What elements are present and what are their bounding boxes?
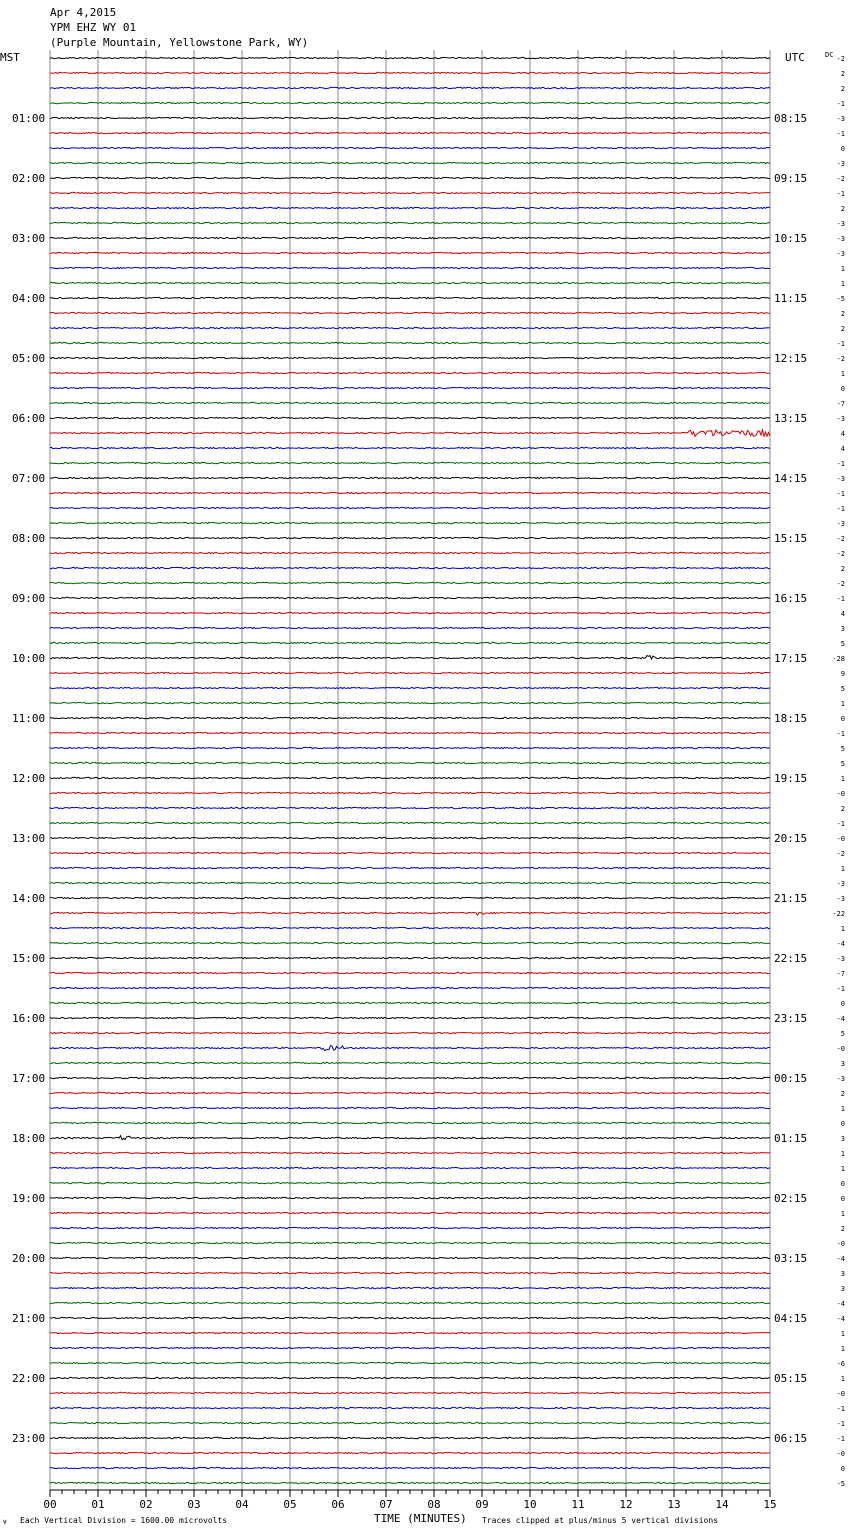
- trace-line: [50, 1167, 770, 1168]
- dc-offset-value: 5: [840, 1030, 845, 1038]
- trace-line: [50, 672, 770, 673]
- dc-offset-value: -1: [836, 1435, 845, 1443]
- utc-hour-label: 19:15: [774, 772, 808, 785]
- utc-hour-label: 21:15: [774, 892, 808, 905]
- dc-offset-value: 1: [840, 1210, 845, 1218]
- dc-offset-value: 0: [840, 385, 845, 393]
- trace-line: [50, 372, 770, 373]
- dc-offset-value: -1: [836, 340, 845, 348]
- x-tick-label: 03: [187, 1498, 201, 1511]
- trace-line: [50, 387, 770, 388]
- dc-offset-value: 2: [840, 205, 845, 213]
- dc-offset-value: -2: [836, 550, 845, 558]
- trace-line: [50, 552, 770, 553]
- mst-hour-label: 02:00: [12, 172, 46, 185]
- trace-line: [50, 612, 770, 613]
- trace-line: [50, 897, 770, 898]
- dc-offset-value: -0: [836, 1045, 845, 1053]
- dc-offset-value: -1: [836, 1405, 845, 1413]
- trace-line: [50, 1482, 770, 1483]
- trace-line: [50, 942, 770, 943]
- utc-hour-label: 22:15: [774, 952, 808, 965]
- trace-line: [50, 492, 770, 493]
- trace-line: [50, 1257, 770, 1258]
- right-timezone-label: UTC: [785, 51, 805, 64]
- dc-offset-value: -2: [836, 175, 845, 183]
- mst-hour-labels: [12, 112, 45, 1445]
- mst-hour-label: 16:00: [12, 1012, 46, 1025]
- trace-line: [50, 1287, 770, 1288]
- trace-line: [50, 597, 770, 598]
- dc-offset-value: 1: [840, 1150, 845, 1158]
- x-tick-label: 05: [283, 1498, 297, 1511]
- trace-line: [50, 537, 770, 538]
- trace-line: [50, 1197, 770, 1198]
- dc-offset-value: 3: [840, 625, 845, 633]
- trace-line: [50, 417, 770, 418]
- utc-hour-label: 16:15: [774, 592, 808, 605]
- trace-line: [50, 1422, 770, 1423]
- header-location: (Purple Mountain, Yellowstone Park, WY): [50, 36, 309, 49]
- dc-offset-value: -0: [836, 1240, 845, 1248]
- x-axis-label: TIME (MINUTES): [374, 1512, 467, 1525]
- trace-line: [50, 237, 770, 238]
- trace-line: [50, 1032, 770, 1033]
- dc-offset-value: -0: [836, 835, 845, 843]
- utc-hour-label: 06:15: [774, 1432, 808, 1445]
- trace-line: [50, 1046, 770, 1051]
- trace-line: [50, 447, 770, 448]
- clip-note: Traces clipped at plus/minus 5 vertical divisions: [482, 1516, 719, 1525]
- trace-line: [50, 867, 770, 868]
- trace-line: [50, 177, 770, 178]
- x-tick-label: 00: [43, 1498, 57, 1511]
- dc-offset-value: 1: [840, 925, 845, 933]
- trace-line: [50, 402, 770, 403]
- mst-hour-label: 01:00: [12, 112, 46, 125]
- mst-hour-label: 11:00: [12, 712, 46, 725]
- trace-line: [50, 807, 770, 808]
- trace-line: [50, 837, 770, 838]
- dc-offset-value: 5: [840, 760, 845, 768]
- dc-offset-value: -4: [836, 1015, 845, 1023]
- x-tick-label: 06: [331, 1498, 345, 1511]
- trace-line: [50, 927, 770, 928]
- mst-hour-label: 07:00: [12, 472, 46, 485]
- trace-line: [50, 957, 770, 958]
- utc-hour-label: 20:15: [774, 832, 808, 845]
- dc-offset-value: 2: [840, 85, 845, 93]
- trace-line: [50, 327, 770, 328]
- corner-mark: ∀: [3, 1519, 7, 1526]
- mst-hour-label: 18:00: [12, 1132, 46, 1145]
- dc-offset-value: 2: [840, 325, 845, 333]
- trace-line: [50, 912, 770, 915]
- trace-line: [50, 297, 770, 298]
- trace-line: [50, 732, 770, 733]
- dc-offset-value: -1: [836, 460, 845, 468]
- seismic-traces: [50, 57, 770, 1483]
- dc-offset-value: 4: [840, 445, 845, 453]
- dc-offset-value: 3: [840, 1060, 845, 1068]
- dc-offset-value: -3: [836, 235, 845, 243]
- trace-line: [50, 312, 770, 313]
- dc-offset-value: 1: [840, 1165, 845, 1173]
- dc-offset-value: -3: [836, 1075, 845, 1083]
- dc-offset-value: -1: [836, 490, 845, 498]
- dc-offset-value: -1: [836, 130, 845, 138]
- trace-line: [50, 717, 770, 718]
- dc-offset-value: 0: [840, 1000, 845, 1008]
- mst-hour-label: 14:00: [12, 892, 46, 905]
- trace-line: [50, 1212, 770, 1213]
- dc-offset-value: -2: [836, 55, 845, 63]
- dc-offset-value: 0: [840, 715, 845, 723]
- trace-line: [50, 1136, 770, 1140]
- dc-offset-labels: [832, 55, 845, 1488]
- mst-hour-label: 10:00: [12, 652, 46, 665]
- dc-offset-value: 5: [840, 640, 845, 648]
- dc-offset-value: -5: [836, 1480, 845, 1488]
- mst-hour-label: 22:00: [12, 1372, 46, 1385]
- dc-offset-value: -0: [836, 1390, 845, 1398]
- dc-offset-value: -3: [836, 115, 845, 123]
- time-grid: [50, 50, 770, 1490]
- dc-offset-value: -1: [836, 100, 845, 108]
- trace-line: [50, 1317, 770, 1318]
- trace-line: [50, 987, 770, 988]
- dc-offset-value: 1: [840, 280, 845, 288]
- dc-offset-value: 3: [840, 1285, 845, 1293]
- trace-line: [50, 1107, 770, 1108]
- dc-offset-value: -2: [836, 850, 845, 858]
- utc-hour-label: 10:15: [774, 232, 808, 245]
- trace-line: [50, 522, 770, 523]
- trace-line: [50, 1002, 770, 1003]
- x-tick-label: 14: [715, 1498, 729, 1511]
- mst-hour-label: 08:00: [12, 532, 46, 545]
- x-tick-label: 11: [571, 1498, 585, 1511]
- dc-offset-value: 1: [840, 1345, 845, 1353]
- dc-offset-value: -4: [836, 1255, 845, 1263]
- trace-line: [50, 72, 770, 73]
- trace-line: [50, 1302, 770, 1303]
- scale-note: Each Vertical Division = 1600.00 microvolts: [20, 1516, 228, 1525]
- header-date: Apr 4,2015: [50, 6, 117, 19]
- trace-line: [50, 972, 770, 973]
- dc-offset-value: 0: [840, 1195, 845, 1203]
- utc-hour-label: 13:15: [774, 412, 808, 425]
- utc-hour-label: 08:15: [774, 112, 808, 125]
- trace-line: [50, 792, 770, 793]
- x-tick-label: 10: [523, 1498, 537, 1511]
- mst-hour-label: 17:00: [12, 1072, 46, 1085]
- trace-line: [50, 1272, 770, 1273]
- dc-offset-value: 1: [840, 265, 845, 273]
- dc-offset-value: -5: [836, 295, 845, 303]
- dc-offset-value: 0: [840, 1180, 845, 1188]
- x-tick-label: 15: [763, 1498, 777, 1511]
- utc-hour-label: 11:15: [774, 292, 808, 305]
- dc-offset-value: -4: [836, 1315, 845, 1323]
- trace-line: [50, 222, 770, 223]
- dc-offset-value: 3: [840, 1270, 845, 1278]
- trace-line: [50, 102, 770, 103]
- utc-hour-labels: [774, 112, 807, 1445]
- trace-line: [50, 462, 770, 463]
- trace-line: [50, 507, 770, 508]
- utc-hour-label: 15:15: [774, 532, 808, 545]
- x-tick-label: 09: [475, 1498, 489, 1511]
- mst-hour-label: 23:00: [12, 1432, 46, 1445]
- trace-line: [50, 1242, 770, 1243]
- dc-offset-value: -7: [836, 970, 845, 978]
- dc-offset-value: 1: [840, 1375, 845, 1383]
- trace-line: [50, 852, 770, 853]
- dc-offset-value: -3: [836, 250, 845, 258]
- dc-offset-value: -4: [836, 1300, 845, 1308]
- trace-line: [50, 1452, 770, 1453]
- dc-offset-value: -3: [836, 520, 845, 528]
- trace-line: [50, 1122, 770, 1123]
- mst-hour-label: 06:00: [12, 412, 46, 425]
- dc-offset-value: 1: [840, 865, 845, 873]
- trace-line: [50, 207, 770, 208]
- trace-line: [50, 117, 770, 118]
- mst-hour-label: 13:00: [12, 832, 46, 845]
- trace-line: [50, 882, 770, 883]
- dc-offset-value: 2: [840, 310, 845, 318]
- x-tick-label: 01: [91, 1498, 105, 1511]
- dc-offset-value: 3: [840, 1135, 845, 1143]
- trace-line: [50, 1227, 770, 1228]
- trace-line: [50, 162, 770, 163]
- trace-line: [50, 192, 770, 193]
- utc-hour-label: 01:15: [774, 1132, 808, 1145]
- trace-line: [50, 147, 770, 148]
- mst-hour-label: 04:00: [12, 292, 46, 305]
- trace-line: [50, 1077, 770, 1078]
- dc-offset-value: -22: [832, 910, 845, 918]
- trace-line: [50, 1332, 770, 1333]
- dc-offset-value: -4: [836, 940, 845, 948]
- x-axis: [43, 1490, 776, 1511]
- dc-offset-value: -7: [836, 400, 845, 408]
- dc-offset-value: -1: [836, 1420, 845, 1428]
- dc-offset-value: 2: [840, 805, 845, 813]
- x-tick-label: 07: [379, 1498, 393, 1511]
- dc-offset-value: 1: [840, 370, 845, 378]
- utc-hour-label: 02:15: [774, 1192, 808, 1205]
- dc-offset-value: -3: [836, 415, 845, 423]
- trace-line: [50, 342, 770, 343]
- dc-offset-value: 4: [840, 610, 845, 618]
- trace-line: [50, 1347, 770, 1348]
- trace-line: [50, 477, 770, 478]
- trace-line: [50, 132, 770, 133]
- utc-hour-label: 23:15: [774, 1012, 808, 1025]
- dc-offset-value: -28: [832, 655, 845, 663]
- mst-hour-label: 05:00: [12, 352, 46, 365]
- dc-offset-value: -1: [836, 730, 845, 738]
- trace-line: [50, 747, 770, 748]
- trace-line: [50, 702, 770, 703]
- utc-hour-label: 09:15: [774, 172, 808, 185]
- x-tick-label: 02: [139, 1498, 153, 1511]
- trace-line: [50, 762, 770, 763]
- dc-offset-value: 1: [840, 700, 845, 708]
- trace-line: [50, 1152, 770, 1153]
- dc-offset-value: -0: [836, 1450, 845, 1458]
- trace-line: [50, 1407, 770, 1408]
- x-tick-label: 12: [619, 1498, 633, 1511]
- dc-offset-value: -1: [836, 190, 845, 198]
- mst-hour-label: 03:00: [12, 232, 46, 245]
- dc-offset-value: 0: [840, 1465, 845, 1473]
- trace-line: [50, 87, 770, 88]
- dc-offset-value: -3: [836, 895, 845, 903]
- dc-offset-value: 2: [840, 1225, 845, 1233]
- dc-offset-value: -3: [836, 220, 845, 228]
- trace-line: [50, 687, 770, 688]
- dc-offset-value: -3: [836, 475, 845, 483]
- trace-line: [50, 1377, 770, 1378]
- dc-offset-value: -1: [836, 985, 845, 993]
- dc-offset-value: -1: [836, 505, 845, 513]
- trace-line: [50, 252, 770, 253]
- mst-hour-label: 19:00: [12, 1192, 46, 1205]
- trace-line: [50, 357, 770, 358]
- dc-offset-value: -3: [836, 160, 845, 168]
- header-station: YPM EHZ WY 01: [50, 21, 137, 34]
- dc-offset-value: 0: [840, 145, 845, 153]
- dc-offset-value: 1: [840, 1330, 845, 1338]
- dc-offset-value: -2: [836, 355, 845, 363]
- trace-line: [50, 430, 770, 437]
- dc-offset-value: -2: [836, 580, 845, 588]
- dc-offset-value: -1: [836, 820, 845, 828]
- utc-hour-label: 14:15: [774, 472, 808, 485]
- dc-offset-value: -3: [836, 955, 845, 963]
- dc-offset-value: 4: [840, 430, 845, 438]
- mst-hour-label: 20:00: [12, 1252, 46, 1265]
- dc-offset-value: 2: [840, 70, 845, 78]
- dc-offset-value: -3: [836, 880, 845, 888]
- mst-hour-label: 09:00: [12, 592, 46, 605]
- utc-hour-label: 00:15: [774, 1072, 808, 1085]
- dc-offset-value: 2: [840, 1090, 845, 1098]
- dc-offset-value: -2: [836, 535, 845, 543]
- dc-offset-value: 5: [840, 745, 845, 753]
- trace-line: [50, 1467, 770, 1468]
- trace-line: [50, 627, 770, 628]
- left-timezone-label: MST: [0, 51, 20, 64]
- utc-hour-label: 03:15: [774, 1252, 808, 1265]
- trace-line: [50, 1017, 770, 1018]
- mst-hour-label: 21:00: [12, 1312, 46, 1325]
- trace-line: [50, 822, 770, 823]
- dc-offset-value: 1: [840, 775, 845, 783]
- trace-line: [50, 656, 770, 659]
- dc-offset-value: -1: [836, 595, 845, 603]
- dc-offset-value: -0: [836, 790, 845, 798]
- utc-hour-label: 17:15: [774, 652, 808, 665]
- trace-line: [50, 57, 770, 58]
- utc-hour-label: 04:15: [774, 1312, 808, 1325]
- dc-offset-value: 9: [840, 670, 845, 678]
- utc-hour-label: 18:15: [774, 712, 808, 725]
- trace-line: [50, 567, 770, 568]
- x-tick-label: 13: [667, 1498, 681, 1511]
- trace-line: [50, 1392, 770, 1393]
- x-tick-label: 04: [235, 1498, 249, 1511]
- dc-offset-value: 0: [840, 1120, 845, 1128]
- dc-offset-value: 2: [840, 565, 845, 573]
- x-tick-label: 08: [427, 1498, 441, 1511]
- trace-line: [50, 1362, 770, 1363]
- mst-hour-label: 15:00: [12, 952, 46, 965]
- dc-column-label: DC: [825, 51, 834, 59]
- utc-hour-label: 05:15: [774, 1372, 808, 1385]
- trace-line: [50, 582, 770, 583]
- dc-offset-value: 5: [840, 685, 845, 693]
- trace-line: [50, 1182, 770, 1183]
- trace-line: [50, 267, 770, 268]
- utc-hour-label: 12:15: [774, 352, 808, 365]
- dc-offset-value: 1: [840, 1105, 845, 1113]
- trace-line: [50, 1092, 770, 1093]
- trace-line: [50, 642, 770, 643]
- trace-line: [50, 1062, 770, 1063]
- trace-line: [50, 1437, 770, 1438]
- trace-line: [50, 282, 770, 283]
- mst-hour-label: 12:00: [12, 772, 46, 785]
- trace-line: [50, 777, 770, 778]
- dc-offset-value: -6: [836, 1360, 845, 1368]
